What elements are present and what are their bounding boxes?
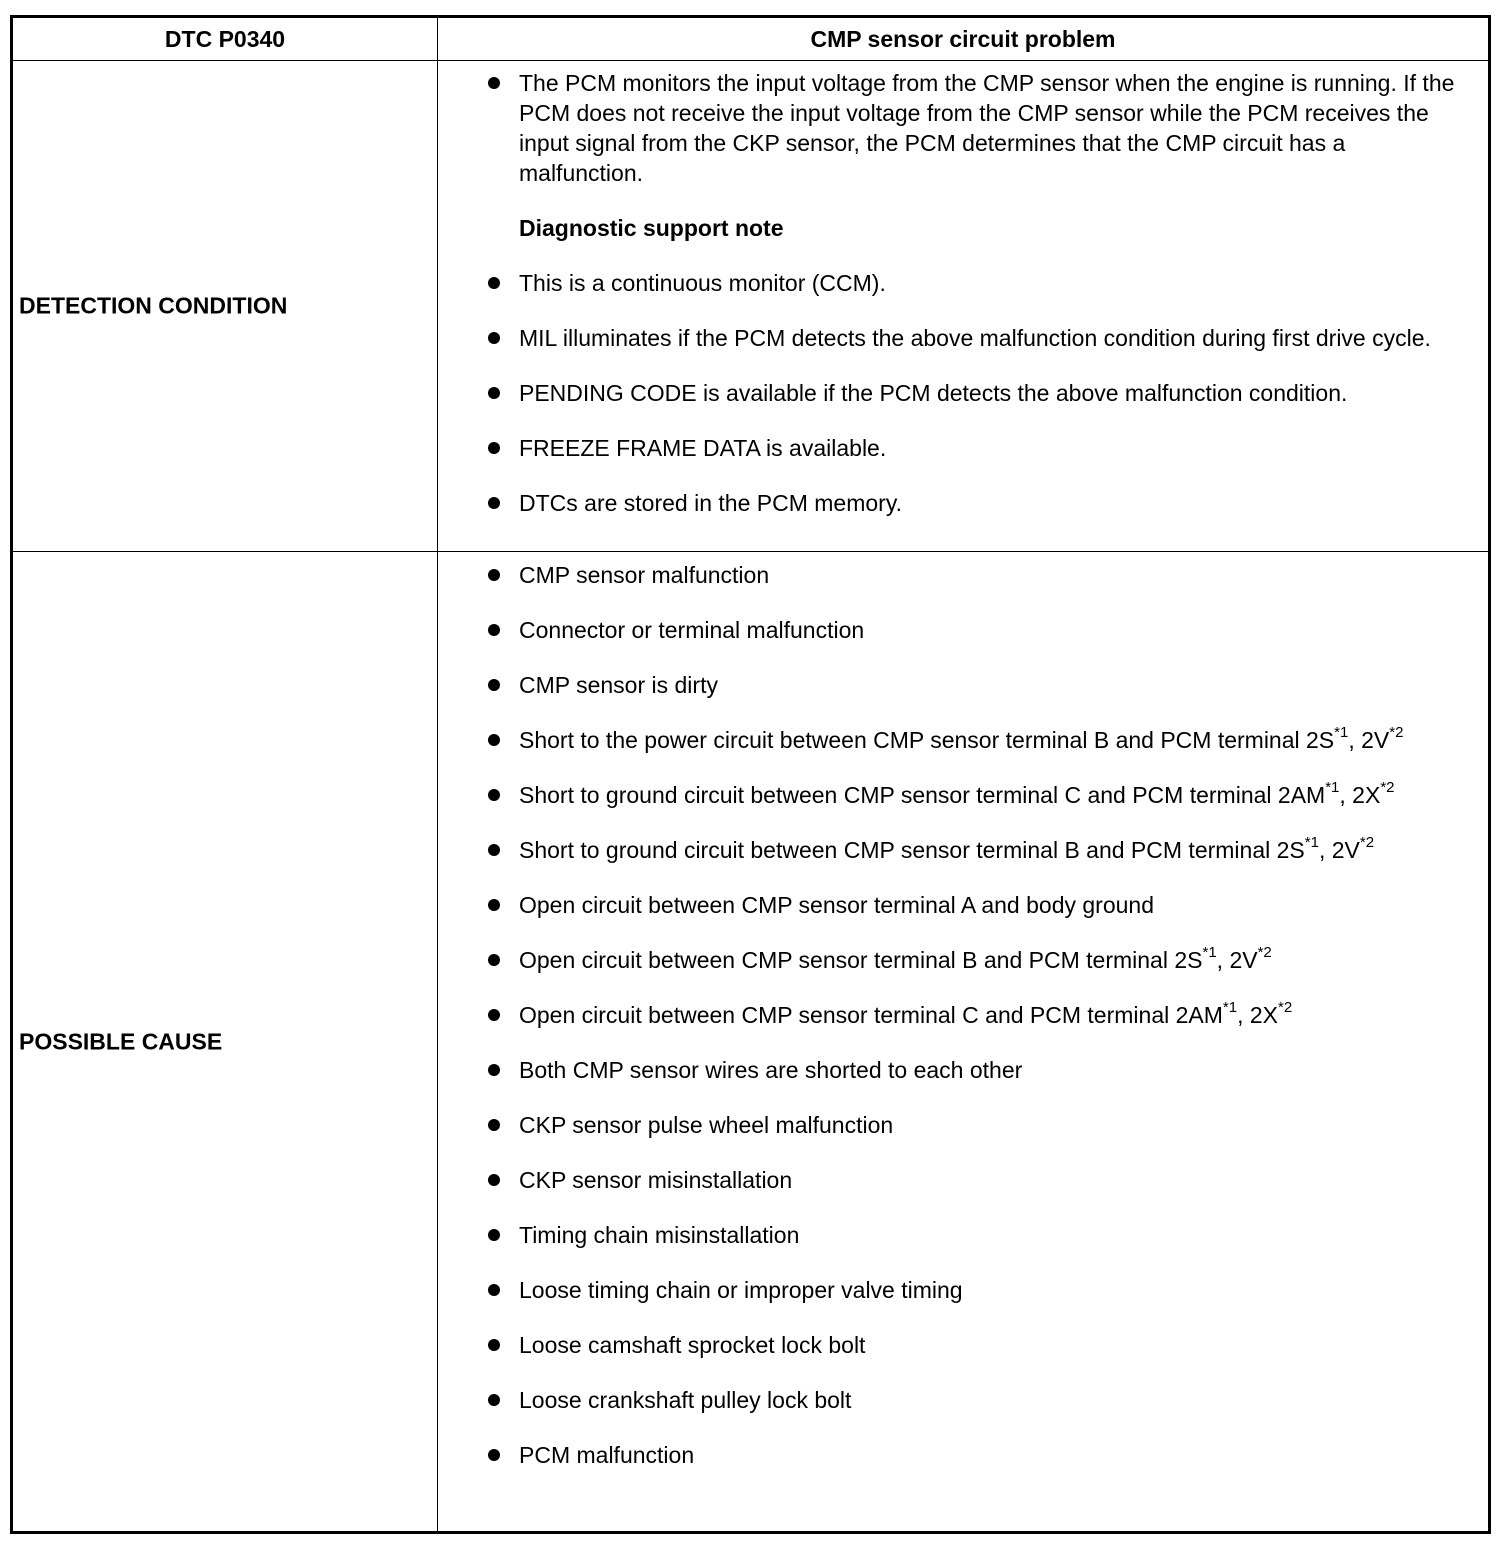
item-text: Short to ground circuit between CMP sensor terminal C and PCM terminal 2AM xyxy=(519,782,1326,808)
footnote-marker: *2 xyxy=(1278,999,1293,1017)
bullet-icon xyxy=(488,277,500,289)
list-item xyxy=(438,1110,1488,1140)
footnote-marker: *1 xyxy=(1325,779,1340,797)
list-item xyxy=(438,1055,1488,1085)
item-text: , 2V xyxy=(1318,837,1360,863)
item-text: Short to the power circuit between CMP sensor terminal B and PCM terminal 2S xyxy=(519,727,1335,753)
bullet-icon xyxy=(488,1119,500,1131)
item-text: Loose crankshaft pulley lock bolt xyxy=(519,1387,852,1413)
item-text: PENDING CODE is available if the PCM detects the above malfunction condition. xyxy=(519,380,1348,406)
bullet-icon xyxy=(488,1064,500,1076)
item-text: Loose timing chain or improper valve timing xyxy=(519,1277,963,1303)
cause-label: POSSIBLE CAUSE xyxy=(19,1028,223,1054)
bullet-icon xyxy=(488,734,500,746)
detection-list xyxy=(438,68,1488,543)
footnote-marker: *1 xyxy=(1334,724,1349,742)
list-item xyxy=(438,670,1488,700)
bullet-icon xyxy=(488,1394,500,1406)
list-item xyxy=(438,890,1488,920)
diagnostic-note-heading: Diagnostic support note xyxy=(519,215,784,241)
dtc-code: DTC P0340 xyxy=(164,25,286,52)
bullet-icon xyxy=(488,844,500,856)
item-text: PCM malfunction xyxy=(519,1442,695,1468)
list-item xyxy=(438,945,1488,975)
list-item xyxy=(438,488,1488,518)
footnote-marker: *2 xyxy=(1389,724,1404,742)
list-item xyxy=(438,1000,1488,1030)
list-item xyxy=(438,1385,1488,1415)
list-item xyxy=(438,268,1488,298)
dtc-table xyxy=(10,15,1491,1534)
item-text: Open circuit between CMP sensor terminal C and PCM terminal 2AM xyxy=(519,1002,1223,1028)
list-item xyxy=(438,560,1488,590)
bullet-icon xyxy=(488,1174,500,1186)
detection-label-cell xyxy=(13,61,438,551)
bullet-icon xyxy=(488,332,500,344)
bullet-icon xyxy=(488,1009,500,1021)
bullet-icon xyxy=(488,624,500,636)
detection-content-cell xyxy=(438,61,1488,551)
list-item xyxy=(438,1275,1488,1305)
list-item xyxy=(438,68,1488,188)
bullet-icon xyxy=(488,569,500,581)
item-text: Connector or terminal malfunction xyxy=(519,617,865,643)
bullet-icon xyxy=(488,77,500,89)
item-text: , 2X xyxy=(1237,1002,1279,1028)
item-text: Short to ground circuit between CMP sensor terminal B and PCM terminal 2S xyxy=(519,837,1305,863)
item-text: Open circuit between CMP sensor terminal B and PCM terminal 2S xyxy=(519,947,1203,973)
item-text: Both CMP sensor wires are shorted to each other xyxy=(519,1057,1023,1083)
list-item xyxy=(438,835,1488,865)
list-item xyxy=(438,433,1488,463)
footnote-marker: *2 xyxy=(1359,834,1375,852)
header-title-cell xyxy=(438,18,1488,60)
list-item xyxy=(438,1165,1488,1195)
detection-intro: The PCM monitors the input voltage from the CMP sensor when the engine is running. If the PCM does not receive the input voltage from the CMP sensor while the PCM receives the input signal from the CKP sensor, the PCM determines that the CMP circuit has a malfunction. xyxy=(519,70,1455,186)
item-text: CKP sensor pulse wheel malfunction xyxy=(519,1112,894,1138)
bullet-icon xyxy=(488,442,500,454)
bullet-icon xyxy=(488,679,500,691)
bullet-icon xyxy=(488,899,500,911)
footnote-marker: *2 xyxy=(1257,944,1272,962)
bullet-icon xyxy=(488,1284,500,1296)
list-item xyxy=(438,323,1488,353)
item-text: DTCs are stored in the PCM memory. xyxy=(519,490,903,516)
bullet-icon xyxy=(488,1339,500,1351)
list-item xyxy=(438,615,1488,645)
cause-content-cell xyxy=(438,552,1488,1531)
list-item xyxy=(438,1330,1488,1360)
footnote-marker: *1 xyxy=(1202,944,1217,962)
item-text: , 2V xyxy=(1216,947,1258,973)
bullet-icon xyxy=(488,387,500,399)
list-item xyxy=(438,725,1488,755)
list-item xyxy=(438,780,1488,810)
item-text: Open circuit between CMP sensor terminal A and body ground xyxy=(519,892,1154,918)
cause-label-cell xyxy=(13,552,438,1531)
footnote-marker: *1 xyxy=(1222,999,1238,1017)
detection-condition-row xyxy=(13,61,1488,552)
bullet-icon xyxy=(488,1229,500,1241)
detection-label: DETECTION CONDITION xyxy=(19,292,288,319)
footnote-marker: *1 xyxy=(1304,834,1319,852)
item-text: MIL illuminates if the PCM detects the above malfunction condition during first drive cycle. xyxy=(519,325,1431,351)
item-text: FREEZE FRAME DATA is available. xyxy=(519,435,887,461)
list-item xyxy=(438,378,1488,408)
list-item xyxy=(438,1440,1488,1470)
possible-cause-row xyxy=(13,552,1488,1531)
item-text: CMP sensor malfunction xyxy=(519,562,770,588)
list-item xyxy=(438,1220,1488,1250)
bullet-icon xyxy=(488,1449,500,1461)
header-code-cell xyxy=(13,18,438,60)
bullet-icon xyxy=(488,954,500,966)
item-text: CKP sensor misinstallation xyxy=(519,1167,793,1193)
item-text: , 2X xyxy=(1339,782,1381,808)
item-text: This is a continuous monitor (CCM). xyxy=(519,270,886,296)
table-header-row xyxy=(13,18,1488,61)
item-text: , 2V xyxy=(1348,727,1390,753)
dtc-title: CMP sensor circuit problem xyxy=(810,25,1116,52)
item-text: Timing chain misinstallation xyxy=(519,1222,800,1248)
item-text: CMP sensor is dirty xyxy=(519,672,718,698)
bullet-icon xyxy=(488,789,500,801)
bullet-icon xyxy=(488,497,500,509)
footnote-marker: *2 xyxy=(1380,779,1395,797)
item-text: Loose camshaft sprocket lock bolt xyxy=(519,1332,866,1358)
cause-list xyxy=(438,560,1488,1495)
